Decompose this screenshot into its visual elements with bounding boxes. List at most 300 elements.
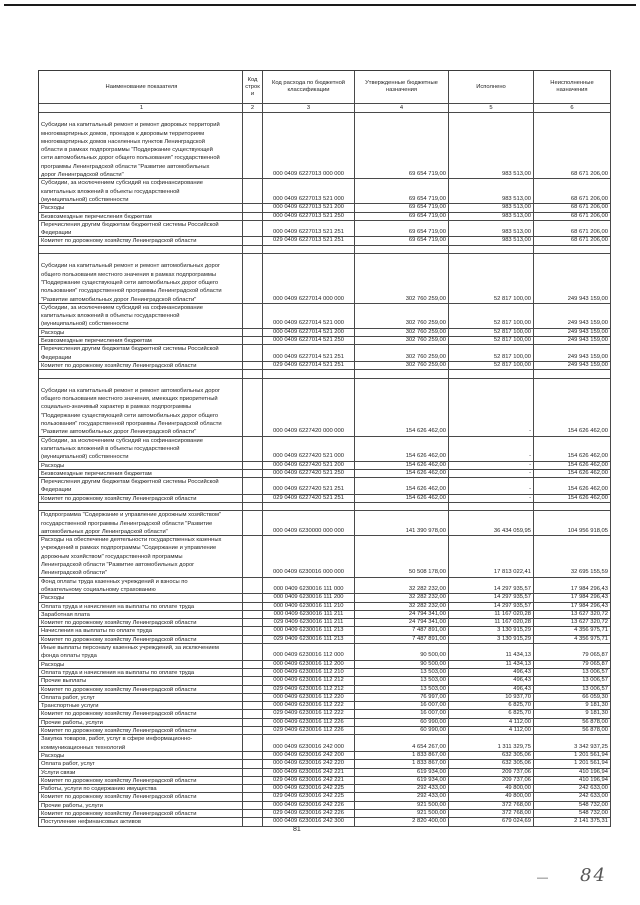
cell-unexecuted <box>534 793 611 800</box>
cell-expense-code-text: 029 0409 6230016 242 226 <box>273 810 344 816</box>
cell-expense-code-text: 029 0409 6230016 242 225 <box>273 793 344 800</box>
column-number <box>449 104 534 112</box>
cell-executed-text: 11 434,13 <box>505 652 531 659</box>
cell-expense-code-text: 000 0409 6230016 111 210 <box>273 602 344 609</box>
cell-executed <box>449 329 534 336</box>
cell-executed-text: 983 513,00 <box>501 171 531 178</box>
table-row <box>39 785 611 793</box>
cell-expense-code <box>263 379 355 436</box>
spacer-cell <box>263 503 355 510</box>
cell-executed-text: - <box>529 461 531 468</box>
cell-unexecuted-text: 104 956 918,05 <box>567 527 608 534</box>
cell-unexecuted <box>534 719 611 726</box>
page-top-rule <box>4 4 636 6</box>
cell-executed-text: 983 513,00 <box>501 229 531 236</box>
cell-unexecuted <box>534 329 611 336</box>
cell-approved <box>355 636 449 643</box>
cell-approved-text: 154 626 462,00 <box>405 486 446 493</box>
cell-name <box>39 379 243 436</box>
cell-executed <box>449 603 534 610</box>
cell-executed <box>449 694 534 701</box>
cell-unexecuted <box>534 594 611 601</box>
cell-approved <box>355 710 449 717</box>
spacer-cell <box>243 370 263 377</box>
cell-approved <box>355 760 449 767</box>
cell-approved-text: 154 626 462,00 <box>405 428 446 435</box>
cell-executed-text: 6 825,70 <box>508 702 531 709</box>
cell-approved-text: 69 654 719,00 <box>408 212 446 219</box>
cell-expense-code <box>263 237 355 244</box>
spacer-cell <box>534 503 611 510</box>
cell-unexecuted <box>534 619 611 626</box>
table-row <box>39 254 611 304</box>
cell-approved <box>355 702 449 709</box>
table-row <box>39 636 611 644</box>
spacer-cell <box>39 370 243 377</box>
cell-approved <box>355 362 449 369</box>
table-row <box>39 719 611 727</box>
cell-executed <box>449 686 534 693</box>
cell-executed <box>449 495 534 502</box>
cell-name <box>39 619 243 626</box>
cell-name-text: Оплата труда и начисления на выплаты по оплате труда <box>41 603 195 610</box>
cell-executed-text: 632 305,06 <box>501 760 531 767</box>
cell-unexecuted <box>534 644 611 660</box>
cell-name <box>39 254 243 303</box>
cell-line-code <box>243 603 263 610</box>
cell-executed <box>449 769 534 776</box>
cell-executed-text: 52 817 100,00 <box>493 328 531 335</box>
cell-approved-text: 60 990,00 <box>420 727 446 734</box>
cell-unexecuted <box>534 661 611 668</box>
cell-approved <box>355 213 449 220</box>
cell-expense-code <box>263 254 355 303</box>
spacer-cell <box>449 246 534 253</box>
cell-executed-text: 11 434,13 <box>505 660 531 667</box>
cell-name-text: Субсидии, за исключением субсидий на софинансирование капитальных вложений в объекты государственной (муниципальной) собственности <box>41 180 204 203</box>
header-approved <box>355 71 449 103</box>
cell-executed <box>449 636 534 643</box>
cell-unexecuted <box>534 536 611 577</box>
cell-name <box>39 710 243 717</box>
cell-line-code <box>243 337 263 344</box>
cell-unexecuted <box>534 669 611 676</box>
cell-unexecuted <box>534 777 611 784</box>
cell-executed-text: 496,43 <box>513 677 531 684</box>
cell-expense-code-text: 000 0409 6230016 112 210 <box>273 668 344 675</box>
table-row <box>39 669 611 677</box>
cell-line-code <box>243 254 263 303</box>
column-number-text: 1 <box>139 104 144 111</box>
cell-approved <box>355 644 449 660</box>
cell-name <box>39 661 243 668</box>
header-expense-code <box>263 71 355 103</box>
cell-approved-text: 2 820 400,00 <box>412 818 446 825</box>
cell-expense-code <box>263 619 355 626</box>
cell-name-text: Расходы <box>41 661 65 668</box>
cell-unexecuted-text: 249 943 159,00 <box>567 353 608 360</box>
header-name <box>39 71 243 103</box>
cell-unexecuted-text: 68 671 206,00 <box>570 204 608 211</box>
cell-approved <box>355 677 449 684</box>
column-number-text: 6 <box>570 104 574 111</box>
cell-approved <box>355 611 449 618</box>
cell-executed <box>449 578 534 594</box>
cell-unexecuted-text: 79 065,87 <box>582 652 608 659</box>
cell-name <box>39 677 243 684</box>
cell-approved-text: 13 503,00 <box>420 677 446 684</box>
cell-name-text: Комитет по дорожному хозяйству Ленинградской области <box>41 620 197 627</box>
cell-unexecuted <box>534 511 611 535</box>
table-row <box>39 603 611 611</box>
dash-mark: — <box>537 872 548 884</box>
cell-expense-code <box>263 578 355 594</box>
cell-expense-code <box>263 611 355 618</box>
cell-expense-code <box>263 818 355 825</box>
cell-executed-text: 679 024,69 <box>501 818 531 825</box>
cell-expense-code <box>263 785 355 792</box>
cell-expense-code-text: 000 0409 6227420 000 000 <box>273 428 344 435</box>
cell-unexecuted <box>534 495 611 502</box>
cell-approved-text: 24 794 341,00 <box>408 610 446 617</box>
cell-executed <box>449 437 534 461</box>
cell-expense-code-text: 000 0409 6230016 112 212 <box>273 677 344 684</box>
cell-executed <box>449 793 534 800</box>
cell-approved-text: 7 487 891,00 <box>412 635 446 642</box>
cell-name-text: Перечисления другим бюджетам бюджетной системы Российской Федерации <box>41 479 219 494</box>
cell-unexecuted <box>534 810 611 817</box>
cell-unexecuted <box>534 578 611 594</box>
cell-name-text: Иные выплаты персоналу казенных учреждений, за исключением фонда оплаты труда <box>41 645 219 660</box>
cell-expense-code-text: 000 0409 6230016 242 221 <box>273 768 344 775</box>
cell-approved-text: 4 654 267,00 <box>412 743 446 750</box>
cell-approved-text: 13 503,00 <box>420 685 446 692</box>
cell-expense-code <box>263 810 355 817</box>
cell-name-text: Безвозмездные перечисления бюджетам <box>41 338 152 345</box>
cell-approved-text: 292 433,00 <box>416 785 446 792</box>
cell-line-code <box>243 636 263 643</box>
cell-executed-text: 4 112,00 <box>508 727 531 734</box>
cell-expense-code <box>263 462 355 469</box>
cell-name <box>39 702 243 709</box>
cell-executed-text: 52 817 100,00 <box>493 295 531 302</box>
cell-approved <box>355 495 449 502</box>
cell-unexecuted-text: 242 633,00 <box>578 793 608 800</box>
cell-executed-text: 52 817 100,00 <box>493 361 531 368</box>
table-row <box>39 329 611 337</box>
cell-expense-code-text: 000 0409 6230016 111 000 <box>273 585 344 592</box>
cell-approved <box>355 204 449 211</box>
cell-unexecuted <box>534 462 611 469</box>
cell-expense-code <box>263 694 355 701</box>
cell-line-code <box>243 594 263 601</box>
cell-expense-code <box>263 113 355 178</box>
table-row <box>39 204 611 212</box>
cell-expense-code <box>263 495 355 502</box>
cell-expense-code <box>263 802 355 809</box>
table-row <box>39 619 611 627</box>
cell-name-text: Расходы <box>41 205 65 212</box>
cell-expense-code <box>263 511 355 535</box>
cell-executed <box>449 669 534 676</box>
table-row <box>39 810 611 818</box>
cell-approved <box>355 818 449 825</box>
spacer-cell <box>355 370 449 377</box>
cell-approved <box>355 221 449 237</box>
cell-executed-text: 3 130 915,29 <box>497 635 531 642</box>
cell-executed <box>449 237 534 244</box>
cell-line-code <box>243 694 263 701</box>
cell-unexecuted <box>534 802 611 809</box>
table-row <box>39 702 611 710</box>
cell-approved-text: 302 760 259,00 <box>405 353 446 360</box>
cell-expense-code-text: 029 0409 6227014 521 251 <box>273 361 344 368</box>
cell-name <box>39 603 243 610</box>
cell-executed-text: 209 737,06 <box>501 768 531 775</box>
cell-approved <box>355 179 449 203</box>
cell-unexecuted <box>534 686 611 693</box>
cell-approved <box>355 769 449 776</box>
cell-expense-code-text: 000 0409 6230016 112 200 <box>273 660 344 667</box>
cell-line-code <box>243 221 263 237</box>
cell-name-text: Комитет по дорожному хозяйству Ленинградской области <box>41 238 197 245</box>
cell-line-code <box>243 213 263 220</box>
cell-name-text: Комитет по дорожному хозяйству Ленинградской области <box>41 495 197 502</box>
spacer-cell <box>243 503 263 510</box>
cell-approved-text: 7 487 891,00 <box>412 627 446 634</box>
cell-unexecuted <box>534 702 611 709</box>
cell-expense-code-text: 000 0409 6227013 521 200 <box>273 204 344 211</box>
spacer-cell <box>355 246 449 253</box>
cell-executed-text: 49 800,00 <box>505 785 531 792</box>
cell-unexecuted-text: 154 626 462,00 <box>567 469 608 476</box>
cell-approved-text: 1 833 867,00 <box>412 760 446 767</box>
cell-name <box>39 179 243 203</box>
cell-unexecuted-text: 1 201 561,94 <box>574 760 608 767</box>
cell-name <box>39 818 243 825</box>
cell-unexecuted-text: 68 671 206,00 <box>570 171 608 178</box>
cell-unexecuted-text: 249 943 159,00 <box>567 320 608 327</box>
cell-unexecuted-text: 32 695 155,59 <box>570 569 608 576</box>
table-row <box>39 661 611 669</box>
cell-name-text: Расходы <box>41 329 65 336</box>
cell-name-text: Комитет по дорожному хозяйству Ленинградской области <box>41 777 197 784</box>
cell-executed-text: 49 800,00 <box>505 793 531 800</box>
cell-approved <box>355 478 449 494</box>
cell-expense-code <box>263 636 355 643</box>
cell-expense-code <box>263 710 355 717</box>
cell-approved-text: 154 626 462,00 <box>405 461 446 468</box>
cell-unexecuted <box>534 603 611 610</box>
cell-approved-text: 90 500,00 <box>420 660 446 667</box>
cell-unexecuted-text: 154 626 462,00 <box>567 428 608 435</box>
cell-unexecuted-text: 154 626 462,00 <box>567 461 608 468</box>
cell-name <box>39 578 243 594</box>
cell-approved <box>355 511 449 535</box>
cell-approved <box>355 802 449 809</box>
cell-executed <box>449 752 534 759</box>
cell-name <box>39 669 243 676</box>
cell-unexecuted-text: 9 181,30 <box>585 710 608 717</box>
cell-expense-code <box>263 677 355 684</box>
cell-line-code <box>243 379 263 436</box>
table-row <box>39 337 611 345</box>
cell-expense-code-text: 029 0409 6230016 112 212 <box>273 685 344 692</box>
cell-executed-text: 983 513,00 <box>501 195 531 202</box>
cell-expense-code-text: 000 0409 6227014 521 251 <box>273 353 344 360</box>
cell-name-text: Расходы на обеспечение деятельности государственных казенных учреждений в рамках подпрограммы "Содержание и управление дорожным хозяйством" государственной программы Ленинградской области "Развитие автомобильных дорог Ленинградской области" <box>41 537 222 577</box>
cell-name-text: Безвозмездные перечисления бюджетам <box>41 470 152 477</box>
cell-expense-code-text: 000 0409 6227013 000 000 <box>273 171 344 178</box>
cell-expense-code-text: 000 0409 6230016 242 300 <box>273 818 344 825</box>
cell-approved <box>355 462 449 469</box>
cell-unexecuted-text: 548 732,00 <box>578 810 608 816</box>
cell-approved <box>355 437 449 461</box>
cell-executed-text: 14 297 935,57 <box>493 602 531 609</box>
cell-expense-code-text: 000 0409 6227014 000 000 <box>273 295 344 302</box>
cell-line-code <box>243 536 263 577</box>
cell-expense-code-text: 000 0409 6230016 242 200 <box>273 751 344 758</box>
cell-executed <box>449 254 534 303</box>
cell-expense-code-text: 000 0409 6230000 000 000 <box>273 527 344 534</box>
spacer-cell <box>243 246 263 253</box>
cell-approved-text: 32 282 232,00 <box>408 585 446 592</box>
table-row <box>39 694 611 702</box>
table-row <box>39 686 611 694</box>
table-row <box>39 769 611 777</box>
cell-name <box>39 719 243 726</box>
cell-unexecuted-text: 13 006,57 <box>582 668 608 675</box>
cell-approved-text: 16 007,00 <box>420 710 446 717</box>
cell-expense-code <box>263 221 355 237</box>
table-row <box>39 437 611 462</box>
table-row <box>39 777 611 785</box>
cell-executed <box>449 727 534 734</box>
cell-name-text: Оплата работ, услуг <box>41 761 95 768</box>
cell-unexecuted-text: 68 671 206,00 <box>570 195 608 202</box>
cell-name <box>39 470 243 477</box>
cell-unexecuted <box>534 769 611 776</box>
spacer-cell <box>263 246 355 253</box>
header-unexecuted-text: Неисполненные назначения <box>550 80 594 93</box>
cell-line-code <box>243 478 263 494</box>
cell-executed <box>449 362 534 369</box>
cell-line-code <box>243 769 263 776</box>
cell-name-text: Прочие работы, услуги <box>41 802 103 809</box>
column-number-text: 5 <box>489 104 493 111</box>
cell-executed-text: 4 112,00 <box>508 718 531 725</box>
cell-name-text: Комитет по дорожному хозяйству Ленинградской области <box>41 811 197 817</box>
spacer-cell <box>263 370 355 377</box>
cell-name <box>39 686 243 693</box>
table-row <box>39 710 611 718</box>
table-row <box>39 113 611 179</box>
cell-expense-code-text: 000 0409 6230016 000 000 <box>273 569 344 576</box>
cell-line-code <box>243 644 263 660</box>
cell-name-text: Расходы <box>41 752 65 759</box>
cell-expense-code-text: 000 0409 6230016 242 000 <box>273 743 344 750</box>
cell-executed-text: 3 130 915,29 <box>497 627 531 634</box>
cell-name-text: Комитет по дорожному хозяйству Ленинградской области <box>41 711 197 718</box>
cell-name <box>39 777 243 784</box>
cell-unexecuted-text: 249 943 159,00 <box>567 328 608 335</box>
cell-name <box>39 694 243 701</box>
cell-line-code <box>243 686 263 693</box>
cell-name <box>39 793 243 800</box>
cell-unexecuted <box>534 379 611 436</box>
cell-unexecuted-text: 56 878,00 <box>582 727 608 734</box>
cell-unexecuted-text: 68 671 206,00 <box>570 237 608 244</box>
table-body <box>39 113 611 827</box>
table-row <box>39 304 611 329</box>
cell-executed <box>449 619 534 626</box>
spacer-cell <box>449 503 534 510</box>
cell-name <box>39 594 243 601</box>
cell-executed-text: 1 311 329,75 <box>497 743 531 750</box>
cell-name-text: Закупка товаров, работ, услуг в сфере информационно- коммуникационных технологий <box>41 736 193 751</box>
cell-name <box>39 362 243 369</box>
cell-expense-code <box>263 478 355 494</box>
cell-expense-code-text: 000 0409 6230016 112 000 <box>273 652 344 659</box>
cell-line-code <box>243 777 263 784</box>
cell-name <box>39 752 243 759</box>
cell-name <box>39 735 243 751</box>
cell-approved <box>355 694 449 701</box>
cell-name <box>39 304 243 328</box>
cell-approved-text: 1 833 867,00 <box>412 751 446 758</box>
cell-name <box>39 237 243 244</box>
cell-name-text: Комитет по дорожному хозяйству Ленинградской области <box>41 794 197 801</box>
cell-approved-text: 619 934,00 <box>416 776 446 783</box>
cell-line-code <box>243 578 263 594</box>
cell-expense-code <box>263 702 355 709</box>
spacer-cell <box>534 370 611 377</box>
cell-approved <box>355 379 449 436</box>
cell-approved-text: 921 500,00 <box>416 810 446 816</box>
cell-executed-text: 496,43 <box>513 685 531 692</box>
cell-line-code <box>243 204 263 211</box>
cell-approved <box>355 777 449 784</box>
cell-executed <box>449 818 534 825</box>
cell-name <box>39 644 243 660</box>
cell-line-code <box>243 304 263 328</box>
cell-expense-code <box>263 362 355 369</box>
cell-name <box>39 495 243 502</box>
cell-unexecuted-text: 13 006,57 <box>582 685 608 692</box>
cell-line-code <box>243 362 263 369</box>
cell-approved-text: 302 760 259,00 <box>405 361 446 368</box>
cell-unexecuted-text: 249 943 159,00 <box>567 361 608 368</box>
cell-line-code <box>243 677 263 684</box>
cell-executed-text: 372 768,00 <box>501 801 531 808</box>
cell-line-code <box>243 802 263 809</box>
cell-expense-code <box>263 644 355 660</box>
cell-expense-code <box>263 727 355 734</box>
cell-expense-code <box>263 470 355 477</box>
cell-unexecuted-text: 68 671 206,00 <box>570 229 608 236</box>
cell-expense-code <box>263 304 355 328</box>
cell-expense-code-text: 000 0409 6227013 521 251 <box>273 229 344 236</box>
cell-unexecuted <box>534 677 611 684</box>
column-number <box>243 104 263 112</box>
cell-unexecuted-text: 3 342 937,25 <box>574 743 608 750</box>
table-row <box>39 478 611 495</box>
cell-unexecuted <box>534 710 611 717</box>
table-row <box>39 495 611 503</box>
cell-approved-text: 302 760 259,00 <box>405 320 446 327</box>
cell-expense-code-text: 000 0409 6227014 521 000 <box>273 320 344 327</box>
cell-expense-code-text: 000 0409 6227420 521 000 <box>273 453 344 460</box>
